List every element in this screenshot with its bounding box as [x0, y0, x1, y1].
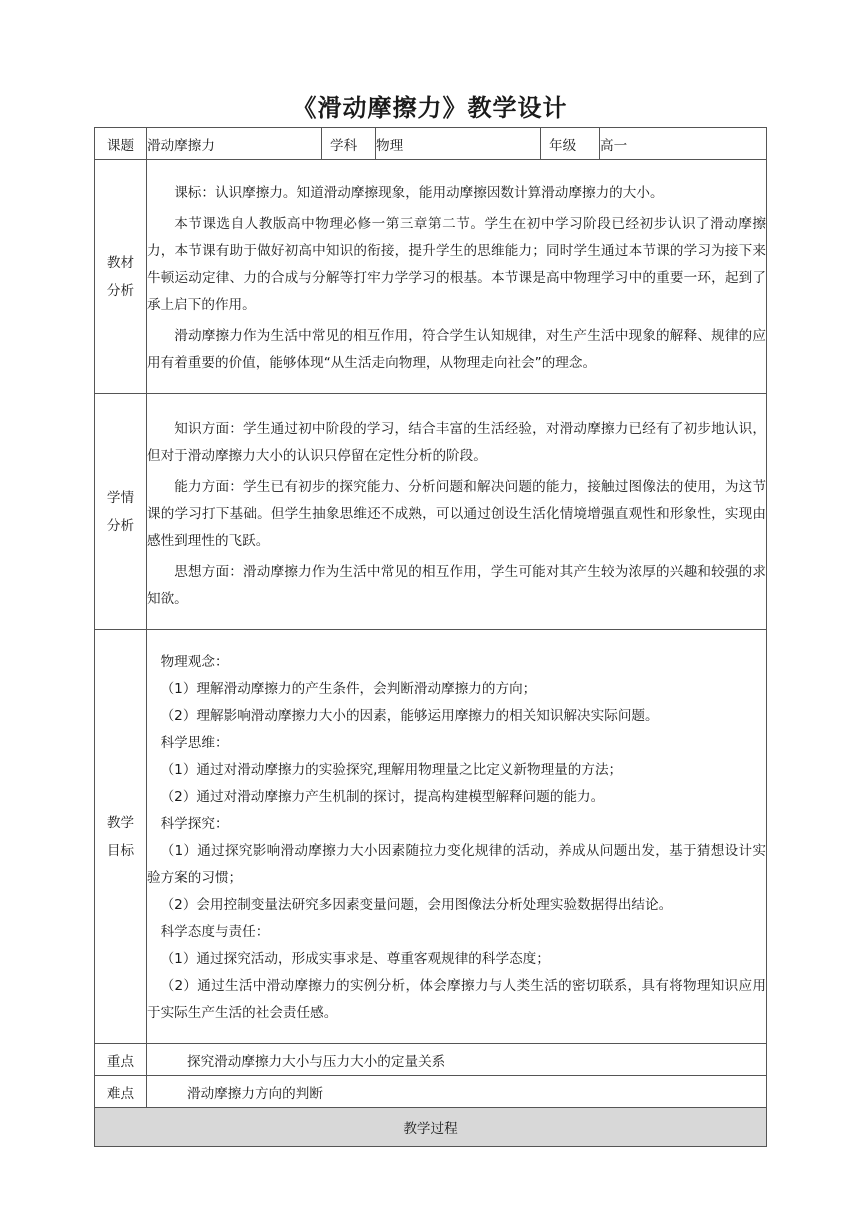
goal-item: （1）通过对滑动摩擦力的实验探究,理解用物理量之比定义新物理量的方法；	[160, 761, 623, 778]
subject-value: 物理	[376, 128, 541, 160]
student-analysis-content	[147, 394, 767, 630]
textbook-analysis-row	[95, 160, 767, 394]
goal-item: （1）理解滑动摩擦力的产生条件，会判断滑动摩擦力的方向；	[160, 680, 537, 697]
goal-item: （1）通过探究影响滑动摩擦力大小因素随拉力变化规律的活动，养成从问题出发，基于猜想设计实验方案的习惯；	[147, 842, 766, 886]
textbook-paragraph: 滑动摩擦力作为生活中常见的相互作用，符合学生认知规律，对生产生活中现象的解释、规律的应用有着重要的价值，能够体现“从生活走向物理，从物理走向社会”的理念。	[147, 328, 766, 371]
grade-value: 高一	[600, 128, 767, 160]
goal-heading: 科学探究：	[160, 815, 229, 832]
student-analysis-label-line2: 分析	[106, 517, 135, 534]
textbook-paragraph: 本节课选自人教版高中物理必修一第三章第二节。学生在初中学习阶段已经初步认识了滑动摩擦力，本节课有助于做好初高中知识的衔接，提升学生的思维能力；同时学生通过本节课的学习为接下来牛顿运动定律、力的合成与分解等打牢力学学习的根基。本节课是高中物理学习中的重要一环，起到了承上启下的作用。	[147, 216, 766, 313]
goal-heading: 物理观念：	[160, 653, 229, 670]
student-analysis-label	[95, 394, 147, 630]
goal-section-scientific-thinking	[147, 730, 766, 811]
goal-item: （2）通过生活中滑动摩擦力的实例分析，体会摩擦力与人类生活的密切联系，具有将物理知识应用于实际生产生活的社会责任感。	[147, 977, 766, 1021]
difficult-point-row	[95, 1076, 767, 1108]
student-paragraph: 能力方面：学生已有初步的探究能力、分析问题和解决问题的能力，接触过图像法的使用，为这节课的学习打下基础。但学生抽象思维还不成熟，可以通过创设生活化情境增强直观性和形象性，实现由感性到理性的飞跃。	[147, 479, 766, 549]
topic-label: 课题	[95, 128, 147, 160]
goal-item: （2）会用控制变量法研究多因素变量问题，会用图像法分析处理实验数据得出结论。	[160, 896, 673, 913]
subject-label: 学科	[322, 128, 376, 160]
student-paragraph: 思想方面：滑动摩擦力作为生活中常见的相互作用，学生可能对其产生较为浓厚的兴趣和较强的求知欲。	[147, 564, 766, 607]
student-analysis-row	[95, 394, 767, 630]
key-point-value: 探究滑动摩擦力大小与压力大小的定量关系	[147, 1044, 767, 1076]
textbook-analysis-content	[147, 160, 767, 394]
goal-item: （2）通过对滑动摩擦力产生机制的探讨，提高构建模型解释问题的能力。	[160, 788, 605, 805]
lesson-plan-table	[94, 127, 767, 1147]
key-point-label: 重点	[95, 1044, 147, 1076]
difficult-point-label: 难点	[95, 1076, 147, 1108]
teaching-goals-label	[95, 630, 147, 1044]
teaching-process-header: 教学过程	[95, 1108, 767, 1147]
goal-item: （2）理解影响滑动摩擦力大小的因素，能够运用摩擦力的相关知识解决实际问题。	[160, 707, 659, 724]
topic-value: 滑动摩擦力	[147, 128, 322, 160]
goal-section-scientific-inquiry	[147, 811, 766, 919]
textbook-analysis-label-line2: 分析	[106, 282, 135, 299]
goal-heading: 科学思维：	[160, 734, 229, 751]
goal-item: （1）通过探究活动，形成实事求是、尊重客观规律的科学态度；	[160, 950, 550, 967]
student-paragraph: 知识方面：学生通过初中阶段的学习，结合丰富的生活经验，对滑动摩擦力已经有了初步地认识，但对于滑动摩擦力大小的认识只停留在定性分析的阶段。	[147, 421, 766, 464]
header-row	[95, 128, 767, 160]
textbook-analysis-label-line1: 教材	[106, 254, 135, 271]
grade-label: 年级	[541, 128, 600, 160]
goal-section-physics-concept	[147, 649, 766, 730]
teaching-goals-label-line1: 教学	[106, 814, 135, 831]
textbook-analysis-label	[95, 160, 147, 394]
key-point-row	[95, 1044, 767, 1076]
difficult-point-value: 滑动摩擦力方向的判断	[147, 1076, 767, 1108]
teaching-goals-label-line2: 目标	[106, 842, 135, 859]
teaching-goals-content	[147, 630, 767, 1044]
goal-section-attitude-responsibility	[147, 919, 766, 1027]
student-analysis-label-line1: 学情	[106, 489, 135, 506]
document-title: 《滑动摩擦力》教学设计	[292, 94, 568, 122]
process-header-row	[95, 1108, 767, 1147]
goal-heading: 科学态度与责任：	[160, 923, 270, 940]
teaching-goals-row	[95, 630, 767, 1044]
textbook-paragraph: 课标：认识摩擦力。知道滑动摩擦现象，能用动摩擦因数计算滑动摩擦力的大小。	[174, 185, 664, 201]
